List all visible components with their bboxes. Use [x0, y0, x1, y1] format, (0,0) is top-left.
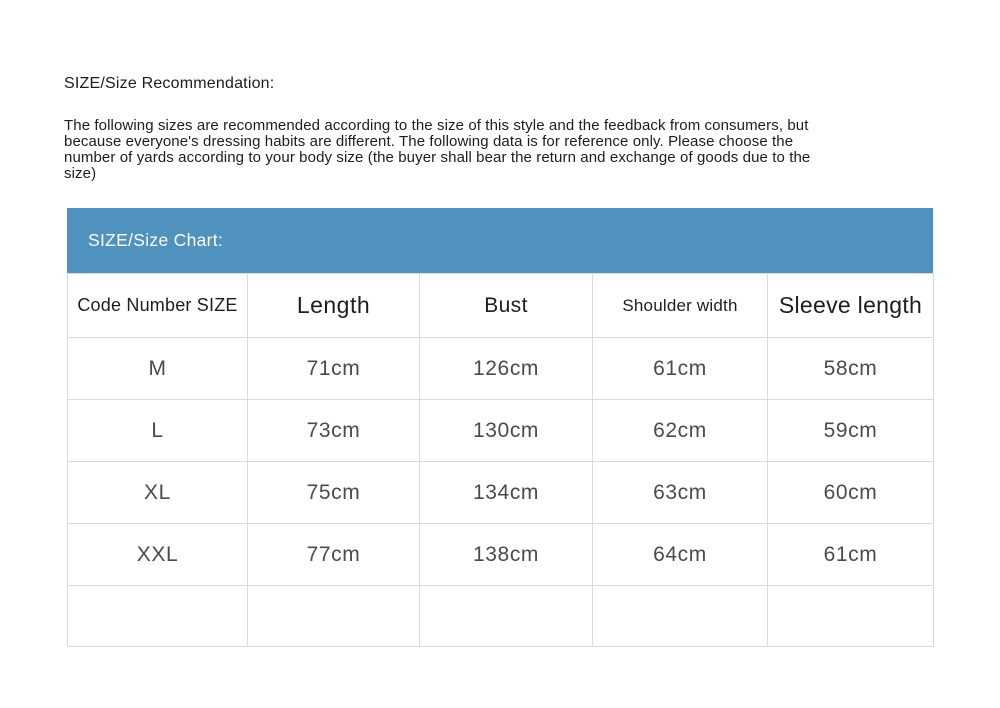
- size-chart-banner-title: SIZE/Size Chart:: [88, 230, 224, 250]
- table-row-size-l: [68, 400, 934, 462]
- cell-shoulder-width: [593, 586, 768, 647]
- cell-sleeve-length: 59cm: [768, 400, 934, 462]
- cell-bust: 130cm: [420, 400, 593, 462]
- table-row-size-xl: [68, 462, 934, 524]
- cell-size: [68, 586, 248, 647]
- size-chart-banner: [67, 208, 933, 273]
- size-chart-table: [67, 273, 934, 647]
- table-row-size-m: [68, 338, 934, 400]
- column-header-length: Length: [248, 274, 420, 338]
- recommendation-line: because everyone's dressing habits are different. The following data is for reference only. Please choose the: [64, 133, 794, 150]
- cell-shoulder-width: 62cm: [593, 400, 768, 462]
- cell-sleeve-length: 60cm: [768, 462, 934, 524]
- cell-bust: 126cm: [420, 338, 593, 400]
- column-header-bust: Bust: [420, 274, 593, 338]
- cell-sleeve-length: 61cm: [768, 524, 934, 586]
- cell-length: 77cm: [248, 524, 420, 586]
- cell-shoulder-width: 63cm: [593, 462, 768, 524]
- cell-size: XXL: [68, 524, 248, 586]
- recommendation-line: The following sizes are recommended according to the size of this style and the feedback from consumers, but: [64, 117, 809, 134]
- cell-length: [248, 586, 420, 647]
- cell-bust: 134cm: [420, 462, 593, 524]
- cell-size: L: [68, 400, 248, 462]
- cell-sleeve-length: [768, 586, 934, 647]
- recommendation-line: size): [64, 165, 97, 182]
- cell-shoulder-width: 64cm: [593, 524, 768, 586]
- size-recommendation-paragraph: [64, 118, 924, 182]
- cell-length: 73cm: [248, 400, 420, 462]
- table-row-size-xxl: [68, 524, 934, 586]
- size-table-header-row: [68, 274, 934, 338]
- column-header-code-number-size: Code Number SIZE: [68, 274, 248, 338]
- cell-length: 71cm: [248, 338, 420, 400]
- size-recommendation-heading: SIZE/Size Recommendation:: [64, 75, 275, 92]
- column-header-sleeve-length: Sleeve length: [768, 274, 934, 338]
- cell-size: XL: [68, 462, 248, 524]
- cell-bust: [420, 586, 593, 647]
- cell-bust: 138cm: [420, 524, 593, 586]
- cell-sleeve-length: 58cm: [768, 338, 934, 400]
- cell-shoulder-width: 61cm: [593, 338, 768, 400]
- table-row-empty: [68, 586, 934, 647]
- cell-length: 75cm: [248, 462, 420, 524]
- cell-size: M: [68, 338, 248, 400]
- column-header-shoulder-width: Shoulder width: [593, 274, 768, 338]
- recommendation-line: number of yards according to your body size (the buyer shall bear the return and exchange of goods due to the: [64, 149, 811, 166]
